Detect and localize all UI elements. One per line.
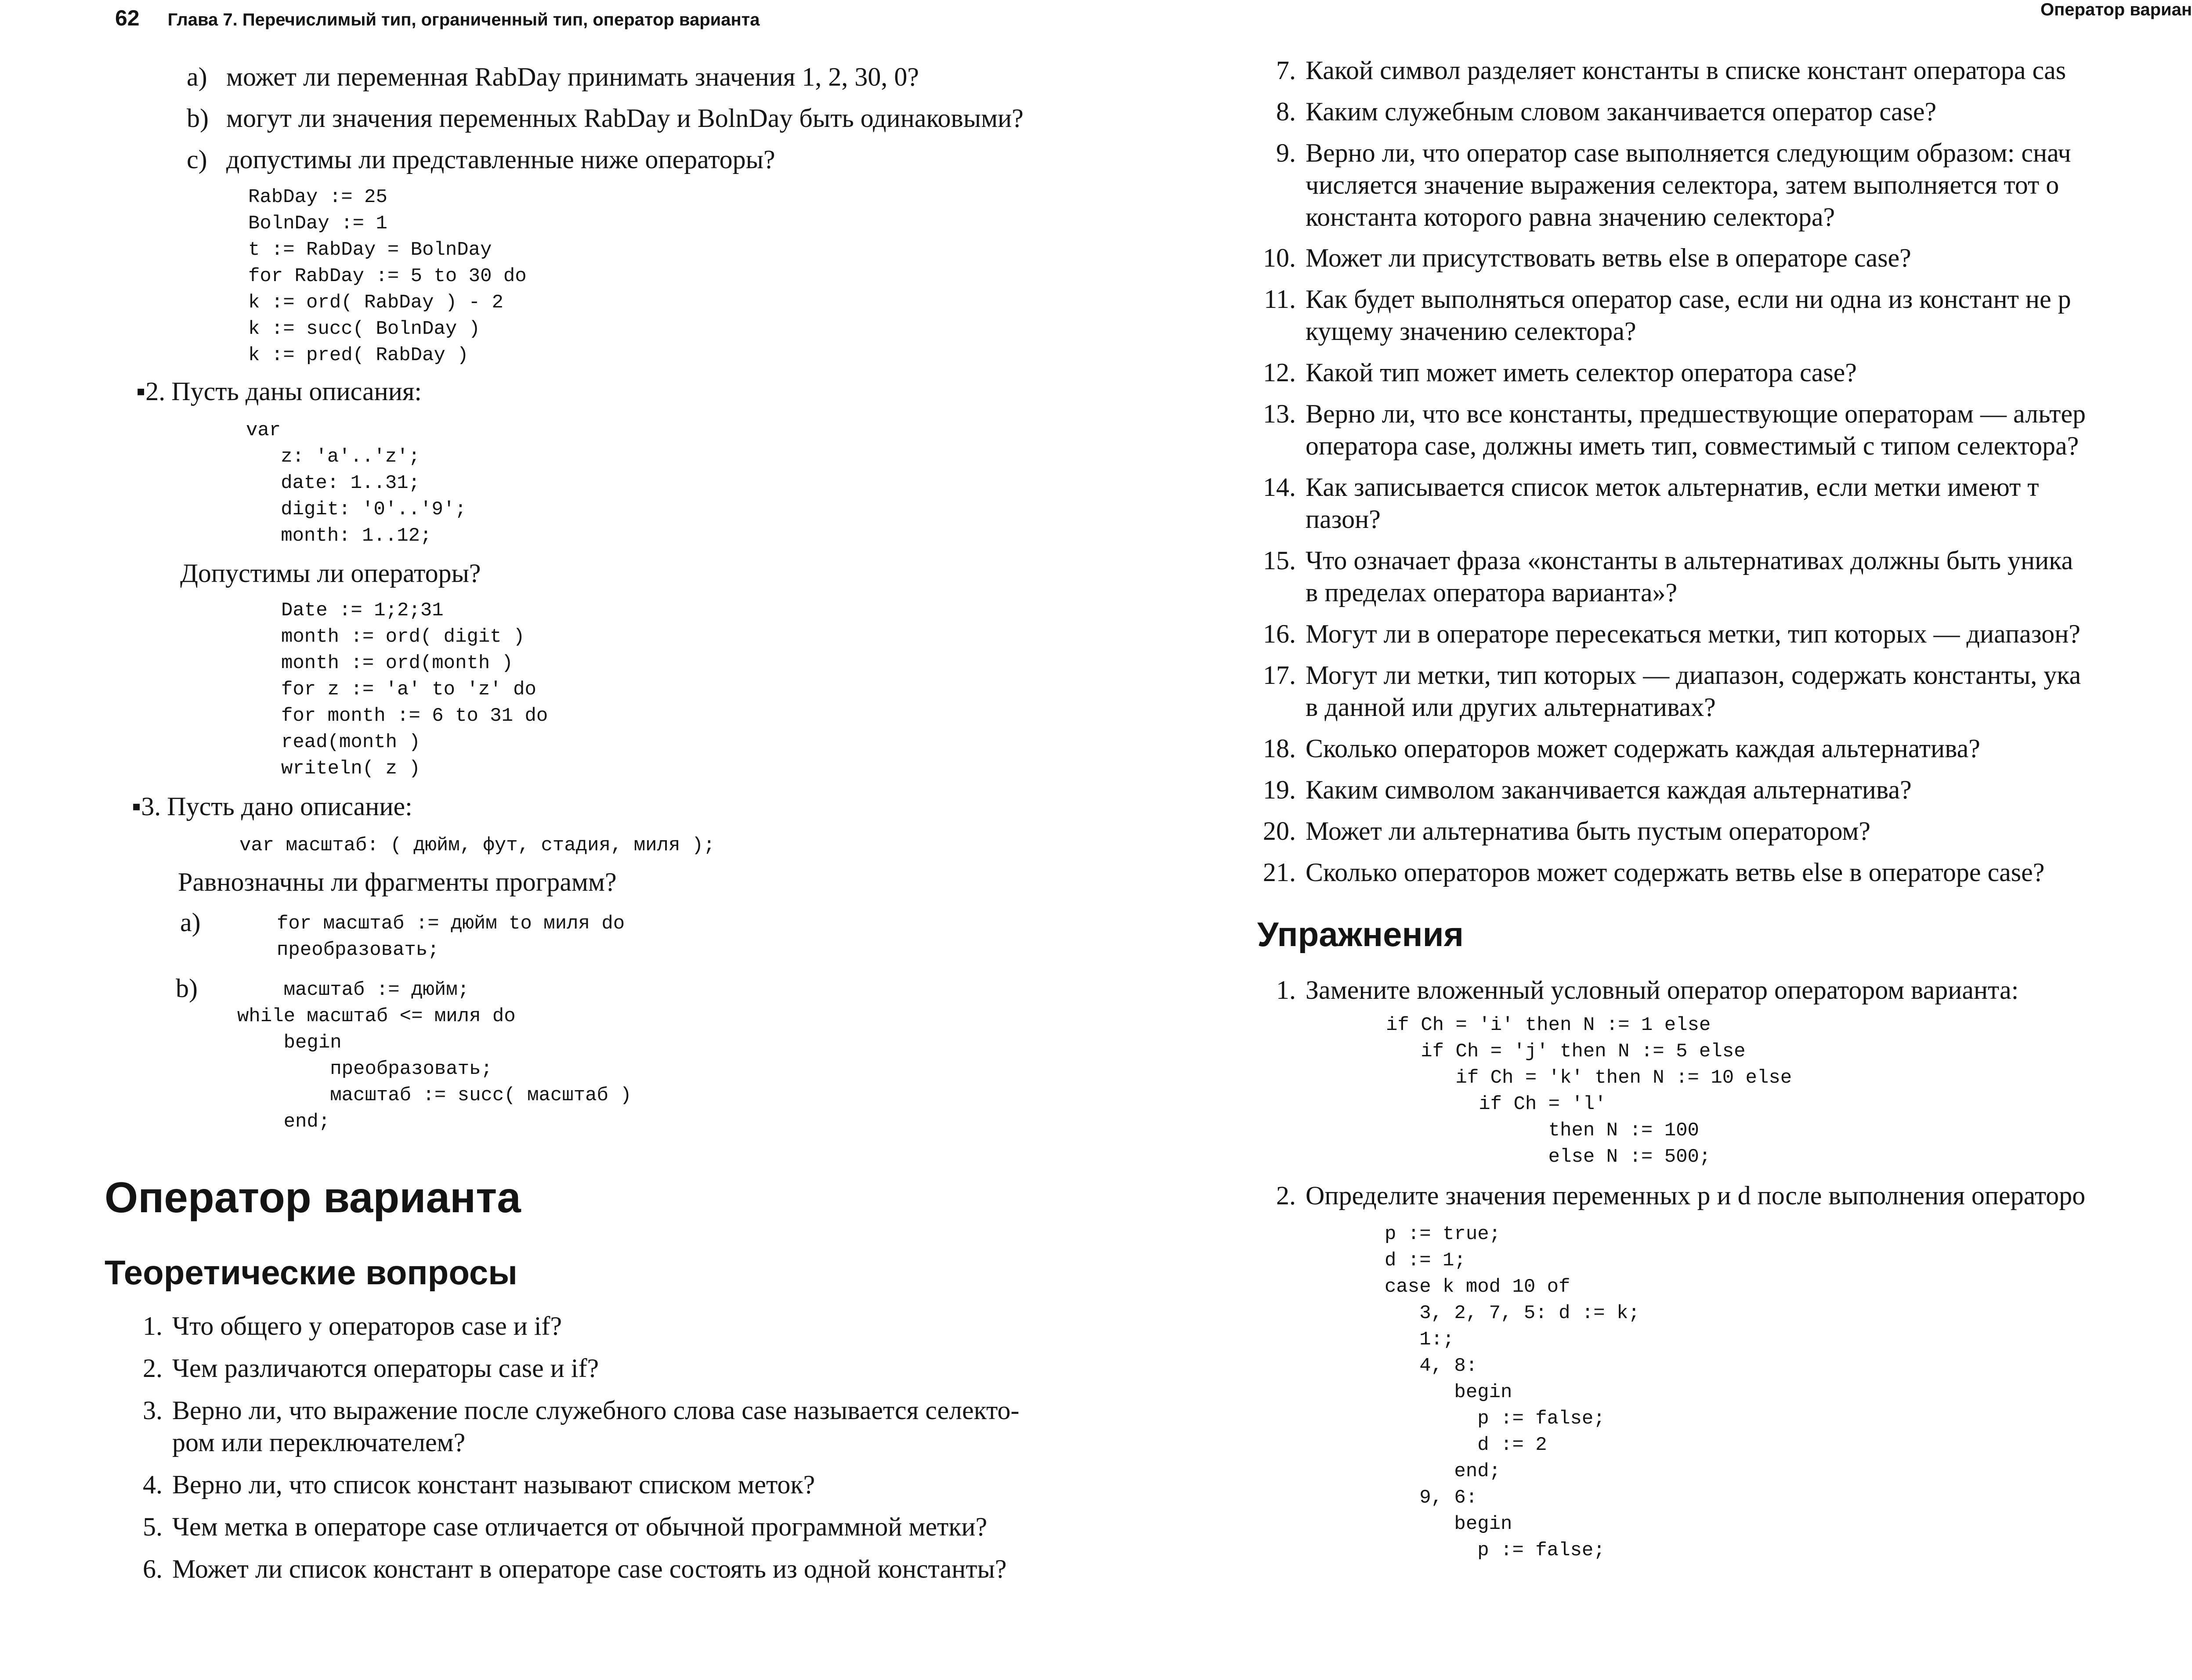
q3-label-b: b) bbox=[176, 974, 198, 1003]
running-title: Оператор вариан bbox=[2040, 0, 2192, 19]
list-item: константа которого равна значению селектора? bbox=[1306, 202, 1835, 231]
chapter-title: Глава 7. Перечислимый тип, ограниченный тип, оператор варианта bbox=[167, 10, 760, 29]
q3-code-a: for масштаб := дюйм to миля do преобразовать; bbox=[277, 913, 625, 961]
q3-label-a: a) bbox=[180, 908, 201, 937]
q1-item-b: b) могут ли значения переменных RabDay и BolnDay быть одинаковыми? bbox=[187, 104, 1024, 133]
list-item: 20. Может ли альтернатива быть пустым оператором? bbox=[1263, 817, 1871, 845]
q3-question: Равнозначны ли фрагменты программ? bbox=[178, 867, 617, 896]
list-item: 6. Может ли список констант в операторе case состоять из одной константы? bbox=[143, 1554, 1007, 1583]
list-item: 4. Верно ли, что список констант называют списком меток? bbox=[143, 1470, 815, 1499]
list-item: 1. Что общего у операторов case и if? bbox=[143, 1311, 562, 1340]
q1-code-block: RabDay := 25 BolnDay := 1 t := RabDay = BolnDay for RabDay := 5 to 30 do k := ord( RabDay ) - 2 k := succ( BolnDay ) k := pred( RabDay ) bbox=[248, 186, 527, 366]
list-item: 12. Какой тип может иметь селектор оператора case? bbox=[1263, 358, 1857, 387]
list-item: 18. Сколько операторов может содержать каждая альтернатива? bbox=[1263, 734, 1980, 763]
exercise-1: 1. Замените вложенный условный оператор оператором варианта: bbox=[1276, 975, 2019, 1004]
right-page bbox=[1186, 0, 2192, 1680]
exercise-2-code: p := true; d := 1; case k mod 10 of 3, 2, 7, 5: d := k; 1:; 4, 8: begin p := false; d := 2 end; 9, 6: begin p := false; bbox=[1385, 1223, 1640, 1561]
list-item: 14. Как записывается список меток альтернатив, если метки имеют т bbox=[1263, 473, 2039, 502]
list-item: 5. Чем метка в операторе case отличается от обычной программной метки? bbox=[143, 1512, 987, 1541]
list-item: в пределах оператора варианта»? bbox=[1306, 578, 1678, 607]
exercise-2: 2. Определите значения переменных p и d после выполнения операторо bbox=[1276, 1181, 2086, 1210]
page-header bbox=[115, 5, 760, 36]
list-item: 10. Может ли присутствовать ветвь else в операторе case? bbox=[1263, 243, 1911, 272]
list-item: 15. Что означает фраза «константы в альтернативах должны быть уника bbox=[1263, 546, 2073, 575]
q2-intro: ▪2. Пусть даны описания: bbox=[136, 377, 422, 406]
q2-question: Допустимы ли операторы? bbox=[180, 559, 481, 588]
q3-code-b: масштаб := дюйм; while масштаб <= миля do begin преобразовать; масштаб := succ( масштаб ) end; bbox=[237, 979, 632, 1133]
subsection-title: Теоретические вопросы bbox=[105, 1253, 517, 1292]
list-item: 21. Сколько операторов может содержать ветвь else в операторе case? bbox=[1263, 858, 2045, 887]
list-item: 11. Как будет выполняться оператор case, если ни одна из констант не р bbox=[1264, 285, 2071, 314]
list-item: числяется значение выражения селектора, затем выполняется тот о bbox=[1306, 170, 2059, 199]
list-item: 3. Верно ли, что выражение после служебного слова case называется селекто- bbox=[143, 1396, 1020, 1425]
list-item: 7. Какой символ разделяет константы в списке констант оператора cas bbox=[1276, 56, 2066, 85]
list-item: 16. Могут ли в операторе пересекаться метки, тип которых — диапазон? bbox=[1263, 619, 2080, 648]
list-item: 2. Чем различаются операторы case и if? bbox=[143, 1354, 599, 1383]
list-item: 13. Верно ли, что все константы, предшествующие операторам — альтер bbox=[1263, 399, 2086, 428]
q2-code-block: var z: 'a'..'z'; date: 1..31; digit: '0'..'9'; month: 1..12; bbox=[246, 419, 467, 547]
list-item: оператора case, должны иметь тип, совместимый с типом селектора? bbox=[1306, 431, 2079, 460]
list-item: в данной или других альтернативах? bbox=[1306, 693, 1716, 722]
q2-code-block-2: Date := 1;2;31 month := ord( digit ) month := ord(month ) for z := 'a' to 'z' do for month := 6 to 31 do read(month ) writeln( z ) bbox=[281, 600, 548, 780]
list-item: 9. Верно ли, что оператор case выполняется следующим образом: снач bbox=[1276, 138, 2071, 167]
page-number: 62 bbox=[115, 6, 140, 30]
exercise-1-code: if Ch = 'i' then N := 1 else if Ch = 'j' then N := 5 else if Ch = 'k' then N := 10 else if Ch = 'l' then N := 100 else N := 500; bbox=[1386, 1014, 1792, 1168]
list-item: 8. Каким служебным словом заканчивается оператор case? bbox=[1276, 97, 1937, 126]
q3-code-decl: var масштаб: ( дюйм, фут, стадия, миля ); bbox=[239, 835, 715, 856]
list-item: пазон? bbox=[1306, 505, 1381, 534]
list-item: ром или переключателем? bbox=[172, 1428, 466, 1457]
section-title: Оператор варианта bbox=[105, 1173, 521, 1221]
q3-intro: ▪3. Пусть дано описание: bbox=[132, 792, 412, 821]
list-item: 17. Могут ли метки, тип которых — диапазон, содержать константы, ука bbox=[1263, 661, 2081, 690]
q1-item-a: a) может ли переменная RabDay принимать значения 1, 2, 30, 0? bbox=[187, 62, 919, 91]
q1-item-c: c) допустимы ли представленные ниже операторы? bbox=[187, 145, 775, 174]
exercises-title: Упражнения bbox=[1257, 915, 1464, 954]
list-item: 19. Каким символом заканчивается каждая альтернатива? bbox=[1263, 775, 1912, 804]
list-item: кущему значению селектора? bbox=[1306, 317, 1636, 346]
